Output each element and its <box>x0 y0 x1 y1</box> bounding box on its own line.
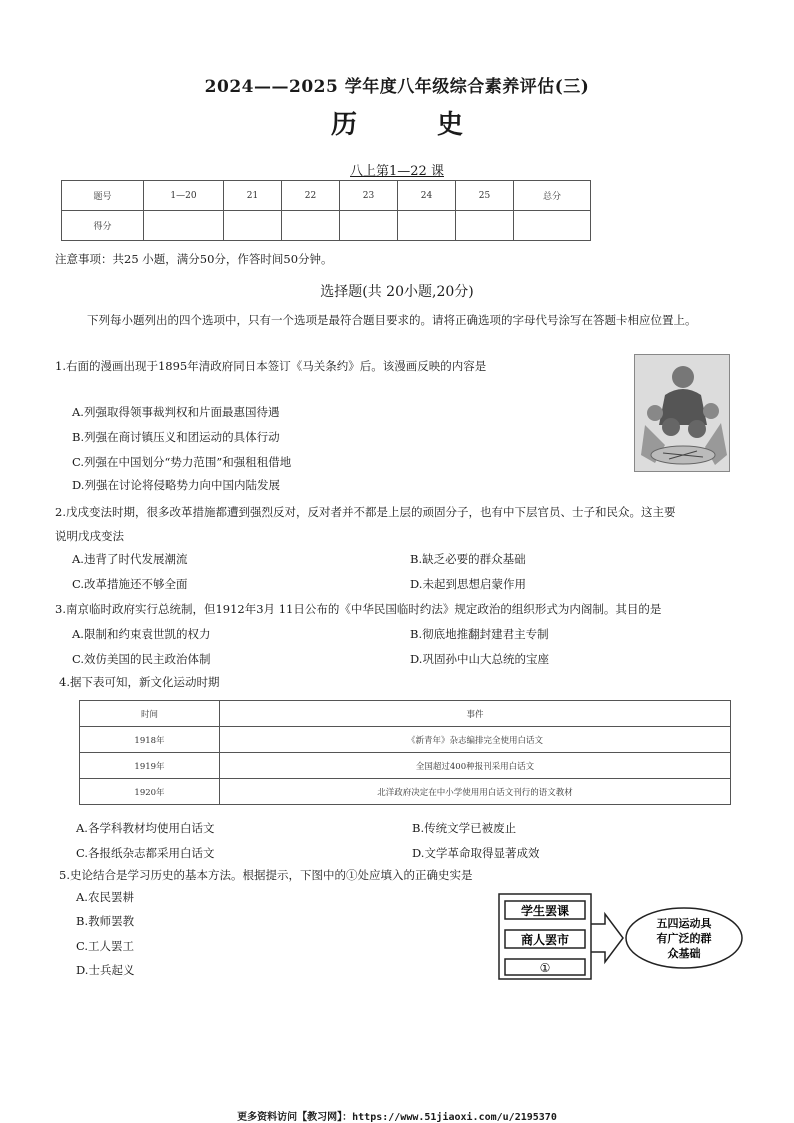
score-cell: 1—20 <box>144 181 224 211</box>
q1-option-b[interactable]: B.列强在商讨镇压义和团运动的具体行动 <box>72 430 280 444</box>
box-blank: ① <box>539 961 551 975</box>
table-row <box>80 779 731 805</box>
q3-option-d[interactable]: D.巩固孙中山大总统的宝座 <box>410 652 549 666</box>
events-header-row <box>80 701 731 727</box>
score-table-header-row <box>62 181 591 211</box>
box-merchant-strike: 商人罢市 <box>520 933 570 947</box>
score-cell: 22 <box>282 181 340 211</box>
q1-option-c[interactable]: C.列强在中国划分“势力范围”和强租租借地 <box>72 455 292 469</box>
question-2-stem-line1: 2.戊戌变法时期，很多改革措施都遭到强烈反对，反对者并不都是上层的顽固分子，也有中下层官员、士子和民众。这主要 <box>55 505 676 519</box>
score-blank <box>144 211 224 241</box>
score-cell: 24 <box>398 181 456 211</box>
score-cell: 总分 <box>514 181 591 211</box>
q3-option-c[interactable]: C.效仿美国的民主政治体制 <box>72 652 211 666</box>
event-desc: 北洋政府决定在中小学使用用白话文刊行的语文教材 <box>220 779 731 805</box>
score-cell: 21 <box>224 181 282 211</box>
cartoon-drawing <box>635 355 730 472</box>
score-cell: 得分 <box>62 211 144 241</box>
event-year: 1920年 <box>80 779 220 805</box>
q5-diagram-svg <box>497 892 747 982</box>
q5-option-c[interactable]: C.工人罢工 <box>76 939 135 953</box>
score-blank <box>282 211 340 241</box>
q3-option-b[interactable]: B.彻底地推翻封建君主专制 <box>410 627 549 641</box>
q2-option-c[interactable]: C.改革措施还不够全面 <box>72 577 188 591</box>
q4-option-c[interactable]: C.各报纸杂志都采用白话文 <box>76 846 215 860</box>
instructions: 下列每小题列出的四个选项中，只有一个选项是最符合题目要求的。请将正确选项的字母代号涂写在答题卡相应位置上。 <box>87 313 697 327</box>
exam-notice: 注意事项：共25 小题，满分50分，作答时间50分钟。 <box>55 252 333 266</box>
course-scope: 八上第1—22 课 <box>350 164 444 179</box>
q2-option-b[interactable]: B.缺乏必要的群众基础 <box>410 552 526 566</box>
q4-option-b[interactable]: B.传统文学已被废止 <box>412 821 517 835</box>
events-header-event: 事件 <box>220 701 731 727</box>
q5-option-d[interactable]: D.士兵起义 <box>76 963 135 977</box>
score-cell: 题号 <box>62 181 144 211</box>
result-line-3: 众基础 <box>667 947 701 960</box>
cartoon-image <box>634 354 730 472</box>
event-desc: 全国超过400种报刊采用白话文 <box>220 753 731 779</box>
score-table-score-row <box>62 211 591 241</box>
q4-option-a[interactable]: A.各学科教材均使用白话文 <box>76 821 215 835</box>
subject-title: 历史 <box>330 110 543 140</box>
event-year: 1918年 <box>80 727 220 753</box>
question-2-stem-line2: 说明戊戌变法 <box>55 529 124 543</box>
q1-option-a[interactable]: A.列强取得领事裁判权和片面最惠国待遇 <box>72 405 280 419</box>
q5-option-a[interactable]: A.农民罢耕 <box>76 890 134 904</box>
score-table <box>61 180 591 241</box>
result-line-1: 五四运动具 <box>656 917 712 930</box>
q5-diagram <box>497 892 747 982</box>
arrow-icon <box>591 914 623 962</box>
q4-option-d[interactable]: D.文学革命取得显著成效 <box>412 846 540 860</box>
table-row <box>80 727 731 753</box>
event-desc: 《新青年》杂志编排完全使用白话文 <box>220 727 731 753</box>
events-table <box>79 700 731 805</box>
result-line-2: 有广泛的群 <box>656 932 712 945</box>
question-1-stem: 1.右面的漫画出现于1895年清政府同日本签订《马关条约》后。该漫画反映的内容是 <box>55 359 487 373</box>
score-blank <box>456 211 514 241</box>
q5-option-b[interactable]: B.教师罢教 <box>76 914 135 928</box>
q1-option-d[interactable]: D.列强在讨论将侵略势力向中国内陆发展 <box>72 478 280 492</box>
section-title: 选择题(共 20小题,20分) <box>320 284 474 300</box>
q2-option-a[interactable]: A.违背了时代发展潮流 <box>72 552 188 566</box>
score-blank <box>340 211 398 241</box>
question-4-stem: 4.据下表可知，新文化运动时期 <box>59 675 220 689</box>
q2-option-d[interactable]: D.未起到思想启蒙作用 <box>410 577 526 591</box>
score-blank <box>514 211 591 241</box>
event-year: 1919年 <box>80 753 220 779</box>
score-cell: 23 <box>340 181 398 211</box>
question-3-stem: 3.南京临时政府实行总统制，但1912年3月 11日公布的《中华民国临时约法》规定政治的组织形式为内阁制。其目的是 <box>55 602 662 616</box>
footer-link[interactable]: 更多资料访问【教习网】：https://www.51jiaoxi.com/u/2195370 <box>237 1112 557 1123</box>
exam-title: 2024——2025 学年度八年级综合素养评估(三) <box>204 77 590 97</box>
question-5-stem: 5.史论结合是学习历史的基本方法。根据提示，下图中的①处应填入的正确史实是 <box>59 868 473 882</box>
score-cell: 25 <box>456 181 514 211</box>
events-header-time: 时间 <box>80 701 220 727</box>
box-student-strike: 学生罢课 <box>520 904 570 918</box>
q3-option-a[interactable]: A.限制和约束袁世凯的权力 <box>72 627 211 641</box>
table-row <box>80 753 731 779</box>
score-blank <box>224 211 282 241</box>
score-blank <box>398 211 456 241</box>
